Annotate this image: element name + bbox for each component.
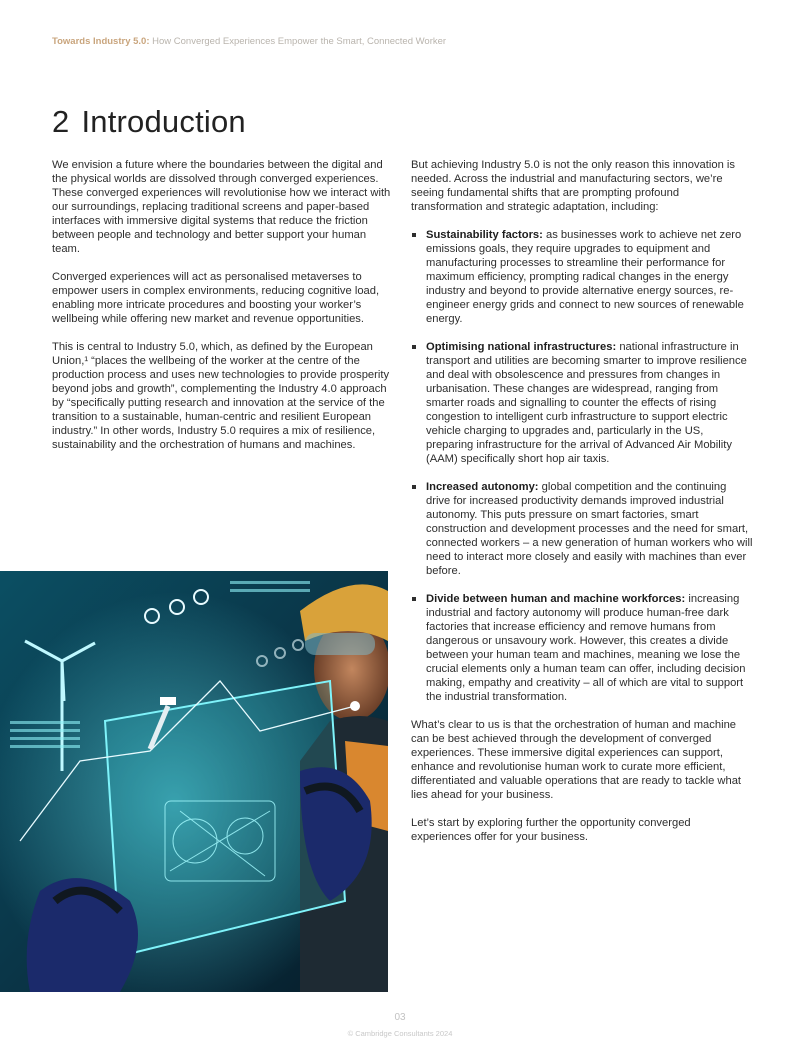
page-number: 03 — [394, 1012, 406, 1023]
bullet-text: global competition and the continuing drive for increased productivity demands improved industrial autonomy. This puts pressure on smart factories, smart construction and development processes and the need for smart, connected workers – a new generation of human workers who will need to interact more closely and easily with machines than ever before. — [426, 481, 753, 577]
bullet-term: Sustainability factors: — [426, 229, 543, 241]
running-header — [52, 36, 446, 47]
list-item — [411, 480, 753, 578]
bullet-text: national infrastructure in transport and utilities are becoming smarter to improve resilience and deal with obsolescence and pressures from changes in urbanisation. These changes are widespread, ranging from smarter roads and signalling to counter the effects of rising congestion to intelligent curb infrastructure to support electric vehicle charging to upgrades and, particularly in the US, preparing infrastructure for the arrival of Advanced Air Mobility (AAM) specifically short hop air taxis. — [426, 341, 747, 465]
section-title-text: Introduction — [81, 104, 246, 139]
header-title-rest: How Converged Experiences Empower the Smart, Connected Worker — [152, 36, 447, 47]
bullet-text: as businesses work to achieve net zero emissions goals, they require upgrades to equipment and manufacturing processes to streamline their performance for maximum efficiency, prompting radical changes in the energy industry and beyond to provide alternative energy sources, re-engineer energy grids and connect to new sources of renewable energy. — [426, 229, 744, 325]
list-item — [411, 340, 753, 466]
left-paragraph-2: Converged experiences will act as personalised metaverses to empower users in complex environments, reducing cognitive load, enabling more intricate procedures and boosting your worker’s wellbeing while offering new market and revenue opportunities. — [52, 271, 380, 325]
hero-photo-worker-hologram — [0, 571, 388, 992]
section-number: 2 — [52, 104, 70, 139]
section-title — [52, 104, 246, 140]
left-paragraph-1: We envision a future where the boundaries between the digital and the physical worlds are dissolved through converged experiences. These converged experiences will revolutionise how we interact with our surroundings, replacing traditional screens and paper-based interfaces with immersive digital systems that reduce the friction between people and technology and better support your human team. — [52, 159, 391, 255]
bullet-term: Increased autonomy: — [426, 481, 539, 493]
closing-paragraph-1: What’s clear to us is that the orchestration of human and machine can be best achieved through the development of converged experiences. These immersive digital experiences can support, enhance and revolutionise human work to curate more efficient, differentiated and valuable operations that are ready to tackle what lies ahead for your business. — [411, 719, 742, 801]
left-column — [52, 158, 392, 466]
right-intro-paragraph: But achieving Industry 5.0 is not the only reason this innovation is needed. Across the industrial and manufacturing sectors, we’re seeing fundamental shifts that are prompting profound transformation and strategic adaptation, including: — [411, 159, 736, 213]
bullet-term: Divide between human and machine workforces: — [426, 593, 686, 605]
bullet-text: increasing industrial and factory autonomy will produce human-free dark factories that increase efficiency and remove humans from dangerous or unsavoury work. However, this creates a divide between your human team and machines, meaning we lose the crucial elements only a human team can offer, including decision making, empathy and creativity – all of which are vital to support the industrial transformation. — [426, 593, 746, 703]
right-column — [411, 158, 753, 858]
list-item — [411, 228, 753, 326]
shifts-list — [411, 228, 753, 704]
left-paragraph-3: This is central to Industry 5.0, which, as defined by the European Union,¹ “places the wellbeing of the worker at the centre of the production process and uses new technologies to provide prosperity beyond jobs and growth”, complementing the Industry 4.0 approach by “specifically putting research and innovation at the service of the transition to a sustainable, human-centric and resilient European industry.” In other words, Industry 5.0 requires a mix of resilience, sustainability and the orchestration of humans and machines. — [52, 341, 390, 451]
list-item — [411, 592, 753, 704]
closing-paragraph-2: Let’s start by exploring further the opportunity converged experiences offer for your business. — [411, 817, 691, 843]
bullet-term: Optimising national infrastructures: — [426, 341, 617, 353]
copyright: © Cambridge Consultants 2024 — [347, 1029, 453, 1038]
header-title-bold: Towards Industry 5.0: — [52, 36, 150, 47]
